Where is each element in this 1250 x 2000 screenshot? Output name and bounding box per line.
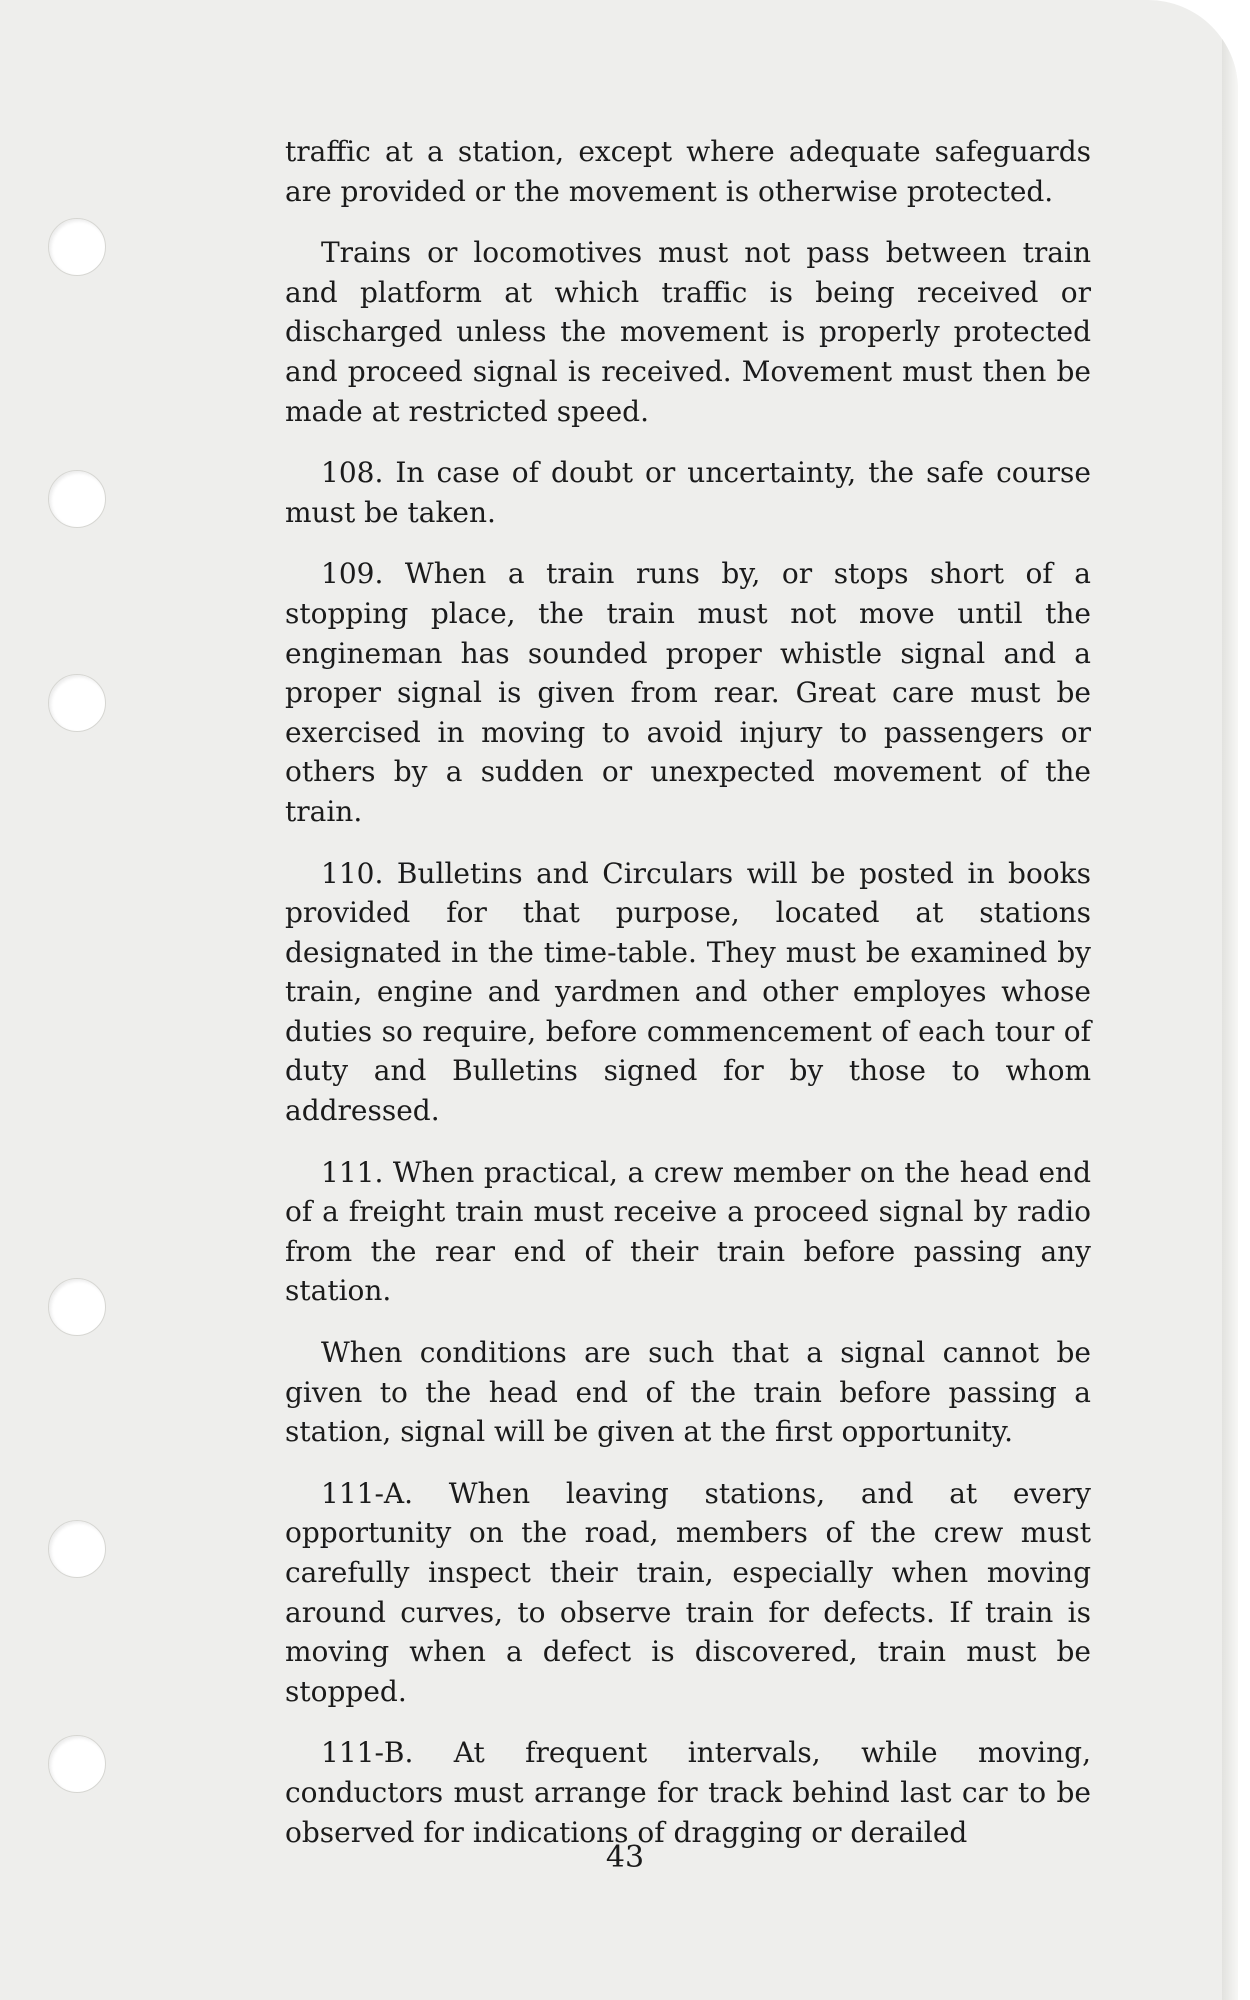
binder-hole-1	[48, 218, 106, 276]
paragraph-rule-111: 111. When practical, a crew member on the head end of a freight train must receive a proceed signal by radio from the rear end of their train before passing any station.	[285, 1155, 1091, 1308]
paragraph-rule-108: 108. In case of doubt or uncertainty, the safe course must be taken.	[285, 456, 1091, 529]
paragraph-rule-109: 109. When a train runs by, or stops short of a stopping place, the train must not move until the engineman has sounded proper whistle signal and a proper signal is given from rear. Great care must be exercised in moving to avoid injury to passengers or others by a sudden or unexpected movement of the train.	[285, 557, 1091, 828]
paragraph-trains-platform: Trains or locomotives must not pass between train and platform at which traffic is being received or discharged unless the movement is properly protected and proceed signal is received. Movement must then be made at restricted speed.	[285, 236, 1091, 428]
page-edge	[1222, 0, 1238, 2000]
binder-hole-2	[48, 470, 106, 528]
paragraph-continued-traffic: traffic at a station, except where adequate safeguards are provided or the movement is otherwise protected.	[285, 135, 1091, 208]
binder-hole-6	[48, 1735, 106, 1793]
binder-hole-3	[48, 674, 106, 732]
paragraph-rule-111-a: 111-A. When leaving stations, and at every opportunity on the road, members of the crew must carefully inspect their train, especially when moving around curves, to observe train for defects. If train is moving when a defect is discovered, train must be stopped.	[285, 1476, 1091, 1708]
binder-hole-4	[48, 1278, 106, 1336]
paragraph-rule-110: 110. Bulletins and Circulars will be posted in books provided for that purpose, located at stations designated in the time-table. They must be examined by train, engine and yardmen and other employes whose duties so require, before commencement of each tour of duty and Bulletins signed for by those to whom addressed.	[285, 856, 1091, 1128]
page-number: 43	[605, 1840, 645, 1875]
rule-text-block	[285, 132, 1091, 1874]
paragraph-rule-111-b: 111-B. At frequent intervals, while moving, conductors must arrange for track behind last car to be observed for indications of dragging or derailed	[285, 1736, 1091, 1849]
paragraph-rule-111-conditions: When conditions are such that a signal cannot be given to the head end of the train before passing a station, signal will be given at the first opportunity.	[285, 1336, 1091, 1449]
binder-hole-5	[48, 1520, 106, 1578]
